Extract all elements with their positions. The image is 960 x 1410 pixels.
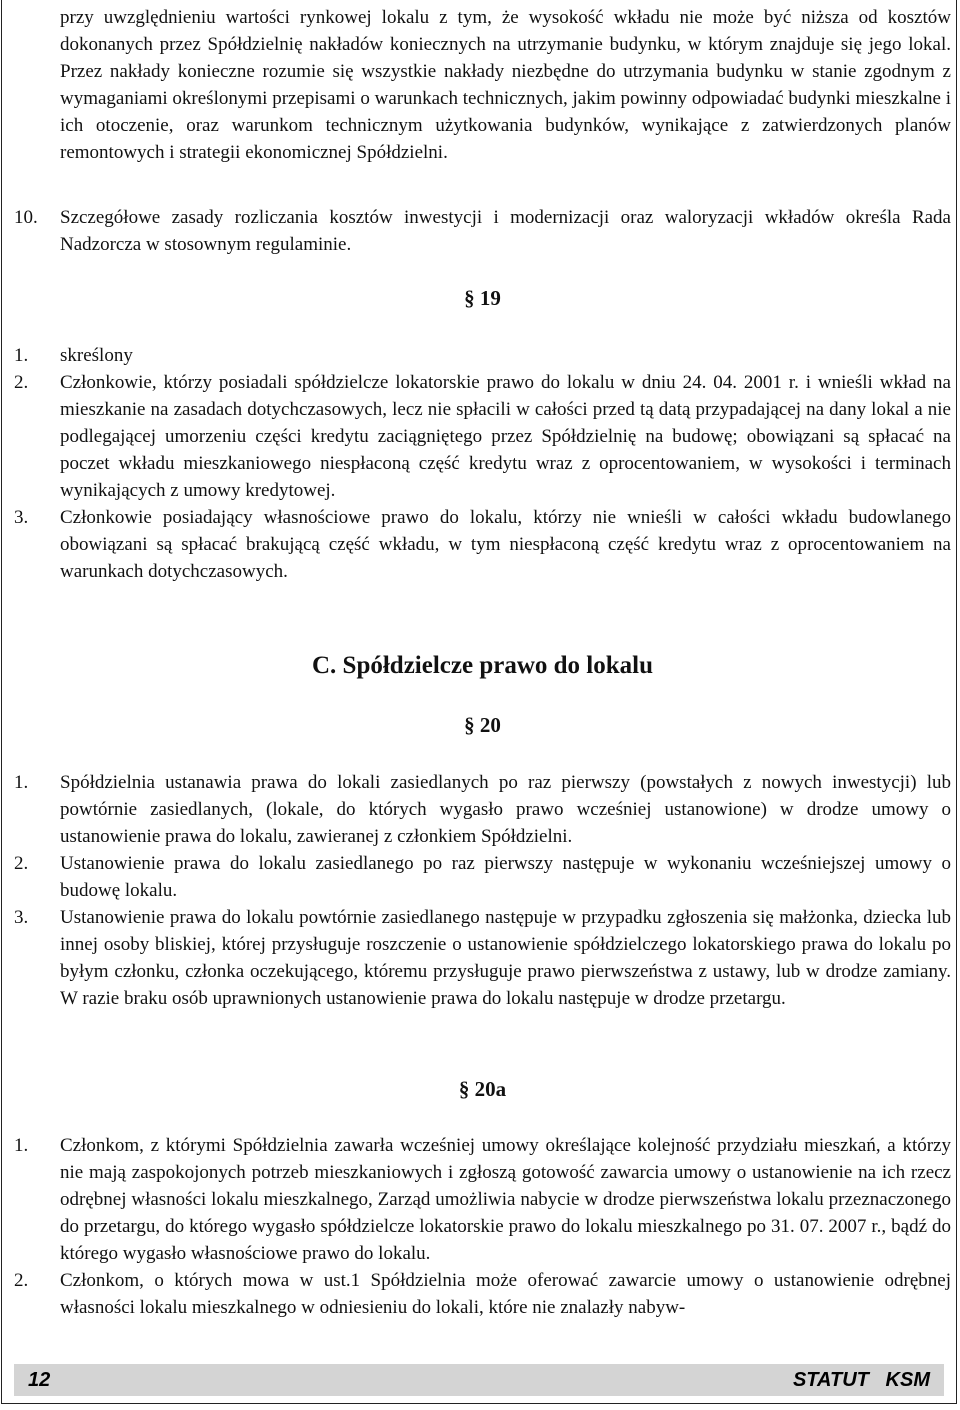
item-text: Członkowie posiadający własnościowe prawo do lokalu, którzy nie wnieśli w całości wkładu budowlanego obowiązani są spłacać brakującą część wkładu, w tym niespłaconą część kredytu wraz z oprocentowaniem na warunkach dotychczasowych. bbox=[60, 507, 951, 582]
list-item bbox=[14, 504, 951, 585]
section-heading-20a: § 20a bbox=[458, 1077, 507, 1101]
item-number: 2. bbox=[14, 372, 29, 393]
item-text: Członkom, o których mowa w ust.1 Spółdzielnia może oferować zawarcie umowy o ustanowienie odrębnej własności lokalu mieszkalnego w odniesieniu do lokali, które nie znalazły nabyw- bbox=[60, 1270, 951, 1318]
section-heading-20: § 20 bbox=[464, 713, 501, 737]
item-text: Członkom, z którymi Spółdzielnia zawarła wcześniej umowy określające kolejność przydziału mieszkań, a którzy nie mają zaspokojonych potrzeb mieszkaniowych i zgłoszą gotowość zawarcia umowy o ustanowienie na ich rzecz odrębnej własności lokalu mieszkalnego, Zarząd umożliwia nabycie w drodze pierwszeństwa lokalu przeznaczonego do przetargu, do którego wygasło spółdzielcze lokatorskie prawo do lokalu mieszkalnego po 31. 07. 2007 r., bądź do którego wygasło własnościowe prawo do lokalu. bbox=[60, 1135, 951, 1264]
section-heading-19: § 19 bbox=[464, 286, 501, 310]
item-number: 1. bbox=[14, 772, 29, 793]
item-number: 2. bbox=[14, 853, 29, 874]
item-number: 10. bbox=[14, 207, 38, 228]
section-19-list bbox=[14, 342, 951, 585]
item-text: Spółdzielnia ustanawia prawa do lokali zasiedlanych po raz pierwszy (powstałych z nowych inwestycji) lub powtórnie zasiedlanych, (lokale, do których wygasło prawo wcześniej ustanowione) w drodze umowy o ustanowienie prawa do lokalu, zawieranej z członkiem Spółdzielni. bbox=[60, 772, 951, 847]
item-text: Szczegółowe zasady rozliczania kosztów inwestycji i modernizacji oraz waloryzacji wkładów określa Rada Nadzorcza w stosownym regulaminie. bbox=[60, 207, 951, 255]
item-text: Ustanowienie prawa do lokalu zasiedlanego po raz pierwszy następuje w wykonaniu wcześniejszej umowy o budowę lokalu. bbox=[60, 853, 951, 901]
list-item bbox=[14, 850, 951, 904]
list-item bbox=[14, 904, 951, 1012]
document-page bbox=[1, 0, 957, 1404]
item-number: 1. bbox=[14, 345, 29, 366]
item-number: 2. bbox=[14, 1270, 29, 1291]
page-footer bbox=[14, 1364, 944, 1396]
page-number: 12 bbox=[28, 1368, 51, 1391]
list-item bbox=[14, 1267, 951, 1321]
list-item bbox=[14, 1132, 951, 1267]
section-20a-list bbox=[14, 1132, 951, 1321]
item-text: Ustanowienie prawa do lokalu powtórnie zasiedlanego następuje w przypadku zgłoszenia się małżonka, dziecka lub innej osoby bliskiej, której przysługuje roszczenie o ustanowienie spółdzielczego lokatorskiego prawa do lokalu po byłym członku, członka oczekującego, któremu przysługuje prawo pierwszeństwa z ustawy, lub w drodze zamiany. W razie braku osób uprawnionych ustanowienie prawa do lokalu następuje w drodze przetargu. bbox=[60, 907, 951, 1009]
list-item bbox=[14, 769, 951, 850]
item-number: 1. bbox=[14, 1135, 29, 1156]
section-20-list bbox=[14, 769, 951, 1012]
document-title: STATUT KSM bbox=[792, 1368, 930, 1391]
item-number: 3. bbox=[14, 907, 29, 928]
chapter-title: C. Spółdzielcze prawo do lokalu bbox=[312, 652, 653, 679]
list-item bbox=[14, 369, 951, 504]
list-item bbox=[14, 342, 951, 369]
item-text: skreślony bbox=[60, 345, 133, 366]
item-text: Członkowie, którzy posiadali spółdzielcze lokatorskie prawo do lokalu w dniu 24. 04. 2001 r. i wnieśli wkład na mieszkanie na zasadach dotychczasowych, lecz nie spłacili w całości przed tą datą przypadającej na dany lokal a nie podlegającej umorzeniu części kredytu zaciągniętego przez Spółdzielnię na budowę; obowiązani są spłacać na poczet wkładu mieszkaniowego niespłaconą część kredytu wraz z oprocentowaniem, w wysokości i terminach wynikających z umowy kredytowej. bbox=[60, 372, 951, 501]
intro-paragraph: przy uwzględnieniu wartości rynkowej lokalu z tym, że wysokość wkładu nie może być niższa od kosztów dokonanych przez Spółdzielnię nakładów koniecznych na utrzymanie budynku, w którym znajduje się jego lokal. Przez nakłady konieczne rozumie się wszystkie nakłady niezbędne do utrzymania budynku w stanie zgodnym z wymaganiami określonymi przepisami o warunkach technicznych, jakim powinny odpowiadać budynki mieszkalne i ich otoczenie, oraz warunkom technicznym użytkowania budynków, wynikające z zatwierdzonych planów remontowych i strategii ekonomicznej Spółdzielni. bbox=[60, 7, 951, 163]
item-number: 3. bbox=[14, 507, 29, 528]
list-item-10 bbox=[14, 204, 951, 258]
